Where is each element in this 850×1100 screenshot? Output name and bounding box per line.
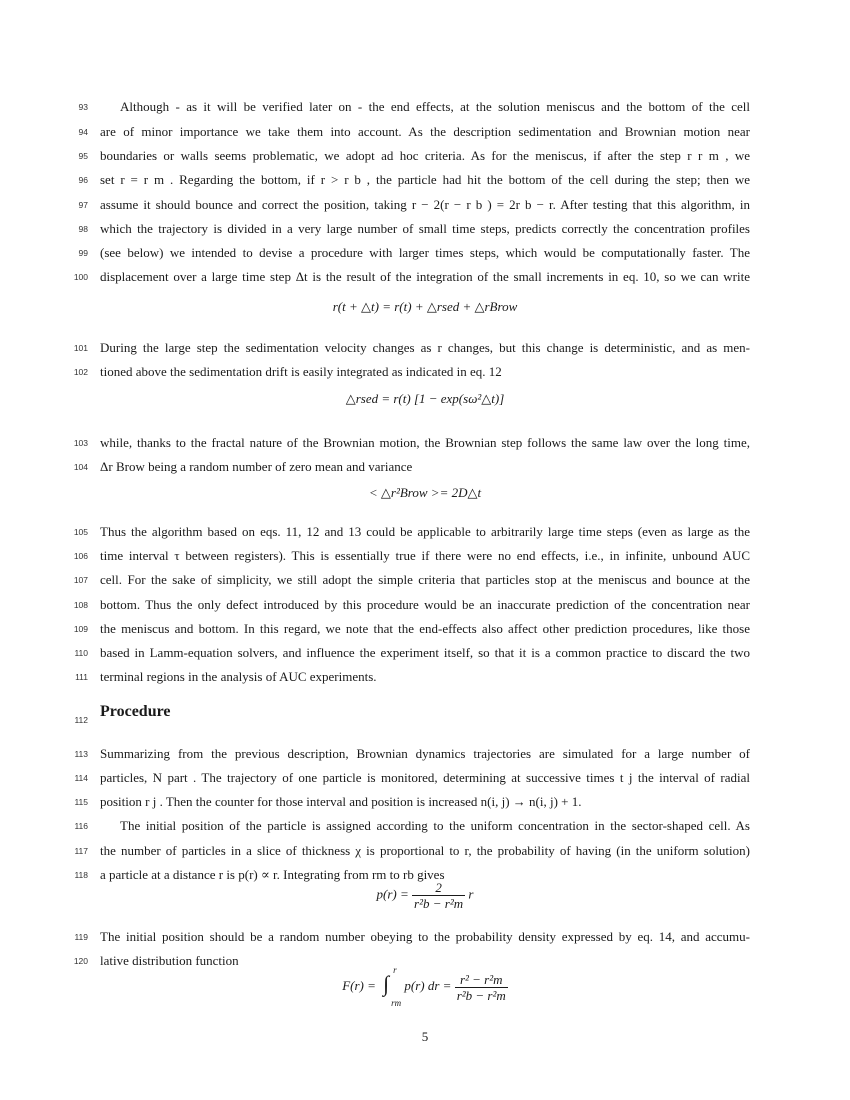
text-line: Although - as it will be verified later on - the end effects, at the solution meniscus and the bottom of the cell xyxy=(120,99,750,114)
text-line: lative distribution function xyxy=(100,953,239,968)
text-line: a particle at a distance r is p(r) ∝ r. Integrating from rm to rb gives xyxy=(100,867,445,882)
line-number: 118 xyxy=(74,870,88,880)
line-number: 97 xyxy=(78,200,88,210)
line-number: 120 xyxy=(73,956,88,966)
line-number: 107 xyxy=(73,575,88,585)
line-number: 103 xyxy=(73,438,88,448)
line-number: 110 xyxy=(74,648,88,658)
line-number: 96 xyxy=(78,175,88,185)
line-number: 119 xyxy=(74,932,88,942)
eq4-left: p(r) = xyxy=(376,886,409,902)
line-number: 111 xyxy=(75,672,88,682)
equation-probability xyxy=(100,880,750,911)
eq4-numerator: 2 xyxy=(412,880,465,896)
text-line: (see below) we intended to devise a procedure with larger times steps, which would be computationally faster. The xyxy=(100,245,750,260)
line-number: 101 xyxy=(73,343,88,353)
line-number: 93 xyxy=(78,102,88,112)
text-line: are of minor importance we take them into account. As the description sedimentation and Brownian motion near xyxy=(100,124,750,139)
text-line: Thus the algorithm based on eqs. 11, 12 and 13 could be applicable to arbitrarily large time steps (even as large as the xyxy=(100,524,750,539)
line-number: 109 xyxy=(73,624,88,634)
eq4-fraction xyxy=(412,880,465,911)
line-number: 100 xyxy=(73,272,88,282)
integral-sign: ∫ r rm xyxy=(383,965,402,1008)
integral-upper-limit: r xyxy=(393,965,397,975)
line-number: 116 xyxy=(74,821,88,831)
line-number: 108 xyxy=(73,600,88,610)
equation-sedimentation: △rsed = r(t) [1 − exp(sω²△t)] xyxy=(345,391,505,406)
text-line: set r = r m . Regarding the bottom, if r > r b , the particle had hit the bottom of the cell during the step; then we xyxy=(100,172,750,187)
text-line: terminal regions in the analysis of AUC experiments. xyxy=(100,669,377,684)
text-line: displacement over a large time step Δt is the result of the integration of the small increments in eq. 10, so we can write xyxy=(100,269,750,284)
eq5-left: F(r) = xyxy=(342,977,376,993)
line-number: 117 xyxy=(74,846,88,856)
line-number: 105 xyxy=(73,527,88,537)
text-line: Summarizing from the previous description, Brownian dynamics trajectories are simulated for a large number of xyxy=(100,746,750,761)
equation-distribution xyxy=(100,967,750,1007)
line-number: 95 xyxy=(78,151,88,161)
line-number: 106 xyxy=(73,551,88,561)
text-line: which the trajectory is divided in a very large number of small time steps, predicts correctly the concentration profiles xyxy=(100,221,750,236)
line-number: 114 xyxy=(74,773,88,783)
text-line: assume it should bounce and correct the position, taking r − 2(r − r b ) = 2r b − r. After testing that this algorithm, in xyxy=(100,197,750,212)
text-line: cell. For the sake of simplicity, we still adopt the simple criteria that particles stop at the meniscus and bounce at the xyxy=(100,572,750,587)
text-line: The initial position of the particle is assigned according to the uniform concentration in the sector-shaped cell. As xyxy=(120,818,750,833)
text-line: Δr Brow being a random number of zero mean and variance xyxy=(100,459,413,474)
text-line: boundaries or walls seems problematic, we adopt ad hoc criteria. As for the meniscus, if after the step r r m , we xyxy=(100,148,750,163)
eq5-middle: p(r) dr = xyxy=(404,977,452,993)
text-line: position r j . Then the counter for those interval and position is increased n(i, j) → n(i, j) + 1. xyxy=(100,794,582,809)
equation-variance: < △r²Brow >= 2D△t xyxy=(368,485,482,500)
line-number: 112 xyxy=(74,715,88,725)
equation-displacement: r(t + △t) = r(t) + △rsed + △rBrow xyxy=(332,299,518,314)
text-line: while, thanks to the fractal nature of the Brownian motion, the Brownian step follows the same law over the long time, xyxy=(100,435,750,450)
text-line: During the large step the sedimentation velocity changes as r changes, but this change is deterministic, and as men- xyxy=(100,340,750,355)
line-number: 113 xyxy=(74,749,88,759)
eq5-fraction xyxy=(455,972,508,1003)
eq4-right: r xyxy=(468,886,474,902)
text-line: the number of particles in a slice of thickness χ is proportional to r, the probability of having (in the uniform solution) xyxy=(100,843,750,858)
eq5-denominator: r²b − r²m xyxy=(456,987,506,1003)
integral-lower-limit: rm xyxy=(391,998,402,1008)
text-line: bottom. Thus the only defect introduced by this procedure would be an inaccurate prediction of the concentration near xyxy=(100,597,750,612)
section-heading: Procedure xyxy=(100,703,171,720)
text-line: the meniscus and bottom. In this regard, we note that the end-effects also affect other prediction procedures, like those xyxy=(100,621,750,636)
text-line: The initial position should be a random number obeying to the probability density expressed by eq. 14, and accumu- xyxy=(100,929,750,944)
line-number: 98 xyxy=(78,224,88,234)
line-number: 102 xyxy=(73,367,88,377)
line-number: 94 xyxy=(78,127,88,137)
line-number: 104 xyxy=(73,462,88,472)
text-line: particles, N part . The trajectory of one particle is monitored, determining at successive times t j the interval of radial xyxy=(100,770,750,785)
page-number: 5 xyxy=(421,1029,429,1044)
line-number: 115 xyxy=(74,797,88,807)
text-line: time interval τ between registers). This is essentially true if there were no end effects, i.e., in infinite, unbound AUC xyxy=(100,548,750,563)
eq5-numerator: r² − r²m xyxy=(455,972,508,988)
line-number: 99 xyxy=(78,248,88,258)
text-line: based in Lamm-equation solvers, and influence the experiment itself, so that it is a common practice to discard the two xyxy=(100,645,750,660)
text-line: tioned above the sedimentation drift is easily integrated as indicated in eq. 12 xyxy=(100,364,502,379)
eq4-denominator: r²b − r²m xyxy=(414,896,464,911)
